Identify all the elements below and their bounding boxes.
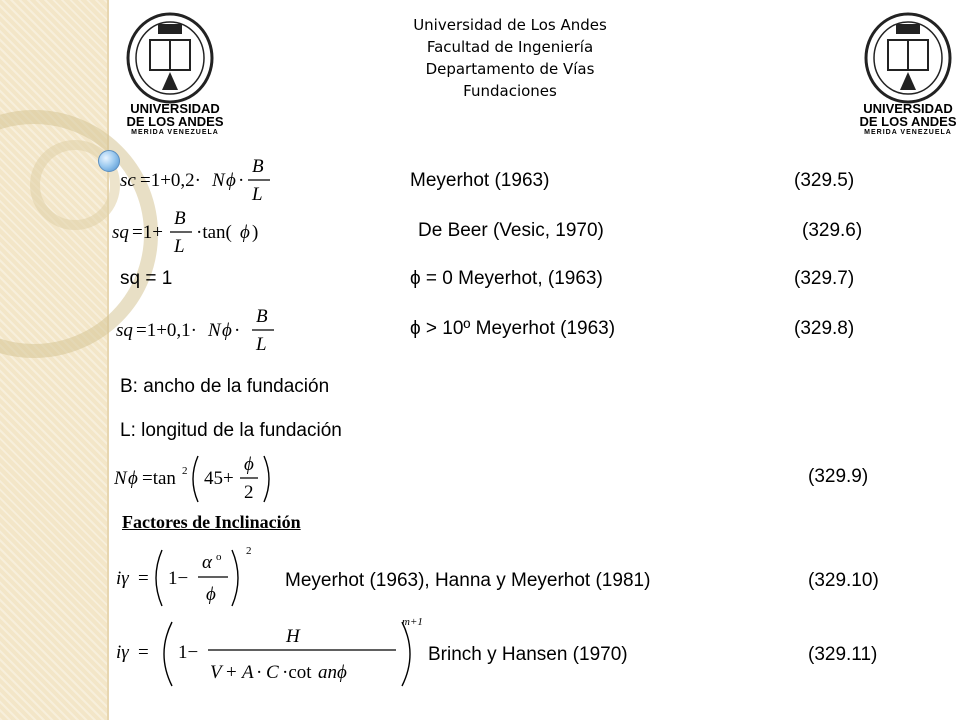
svg-text:=1+: =1+ (132, 222, 163, 243)
svg-text:H: H (286, 626, 300, 647)
logo-location: MERIDA VENEZUELA (131, 129, 219, 136)
svg-text:=1+0,1·: =1+0,1· (136, 320, 198, 341)
eq-number-329-6: (329.6) (802, 220, 863, 241)
logo-name-line2: DE LOS ANDES (126, 114, 224, 129)
decorative-side-band (0, 0, 107, 720)
formula-igamma-alpha (116, 544, 276, 610)
svg-text:·cot: ·cot (282, 662, 312, 683)
svg-text:L: L (256, 334, 267, 355)
header-subject: Fundaciones (463, 82, 557, 100)
header-faculty: Facultad de Ingeniería (426, 38, 594, 56)
svg-text:B: B (252, 156, 264, 177)
svg-text:2: 2 (182, 465, 188, 477)
svg-text:o: o (216, 551, 222, 563)
svg-text:C: C (266, 662, 279, 683)
svg-text:ϕ: ϕ (222, 320, 232, 341)
svg-text:iγ: iγ (116, 568, 129, 589)
eq-number-329-11: (329.11) (808, 644, 878, 665)
svg-text:anϕ: anϕ (318, 662, 347, 683)
svg-text:·tan(: ·tan( (196, 222, 232, 243)
svg-text:ϕ: ϕ (244, 454, 254, 475)
svg-text:ϕ: ϕ (240, 222, 250, 243)
svg-text:ϕ: ϕ (128, 468, 138, 489)
svg-text:+: + (226, 662, 237, 683)
condition-329-8: ϕ > 10º Meyerhot (1963) (410, 318, 616, 339)
logo-name-line2: DE LOS ANDES (859, 114, 957, 129)
eq-number-329-10: (329.10) (808, 570, 879, 591)
svg-text:α: α (202, 552, 212, 573)
svg-text:2: 2 (244, 482, 254, 503)
formula-sq-equals-1: sq = 1 (120, 268, 173, 289)
formula-sc (120, 152, 300, 208)
definition-b: B: ancho de la fundación (120, 376, 330, 397)
svg-text:B: B (256, 306, 268, 327)
svg-text:V: V (210, 662, 222, 683)
formula-sq-nphi (116, 302, 296, 358)
svg-text:A: A (242, 662, 254, 683)
svg-text:sq: sq (116, 320, 133, 341)
svg-text:·: · (238, 170, 245, 191)
condition-329-7: ϕ = 0 Meyerhot, (1963) (410, 268, 603, 289)
eq-number-329-7: (329.7) (794, 268, 855, 289)
logo-name-line1: UNIVERSIDAD (130, 101, 220, 116)
author-329-5: Meyerhot (1963) (410, 170, 550, 191)
bullet-dot (98, 150, 120, 172)
formula-sq-tan (112, 204, 292, 260)
svg-text:=tan: =tan (142, 468, 176, 489)
university-logo-left (120, 10, 230, 136)
logo-name-line1: UNIVERSIDAD (863, 101, 953, 116)
svg-text:=1+0,2·: =1+0,2· (140, 170, 202, 191)
formula-igamma-brinch (116, 616, 426, 690)
page-header (370, 14, 650, 102)
eq-number-329-5: (329.5) (794, 170, 855, 191)
svg-text:=: = (138, 568, 149, 589)
svg-text:1−: 1− (178, 642, 199, 663)
header-department: Departamento de Vías (425, 60, 595, 78)
svg-text:N: N (114, 468, 127, 489)
svg-text:B: B (174, 208, 186, 229)
svg-text:ϕ: ϕ (226, 170, 236, 191)
svg-text:·: · (234, 320, 241, 341)
author-329-6: De Beer (Vesic, 1970) (418, 220, 604, 241)
svg-text:sc: sc (120, 170, 136, 191)
eq-number-329-9: (329.9) (808, 466, 869, 487)
svg-text:): ) (252, 222, 259, 243)
header-university: Universidad de Los Andes (413, 16, 607, 34)
svg-text:N: N (208, 320, 221, 341)
svg-text:2: 2 (246, 545, 252, 557)
exponent-m-plus-1: m+1 (402, 616, 423, 628)
section-title-inclination: Factores de Inclinación (122, 512, 301, 532)
svg-text:sq: sq (112, 222, 129, 243)
definition-l: L: longitud de la fundación (120, 420, 342, 441)
author-329-10: Meyerhot (1963), Hanna y Meyerhot (1981) (285, 570, 651, 591)
svg-text:L: L (174, 236, 185, 257)
decorative-divider (107, 0, 109, 720)
svg-text:45+: 45+ (204, 468, 234, 489)
university-logo-right (858, 10, 960, 136)
svg-text:iγ: iγ (116, 642, 129, 663)
svg-text:=: = (138, 642, 149, 663)
logo-location: MERIDA VENEZUELA (864, 129, 952, 136)
svg-text:L: L (252, 184, 263, 205)
svg-text:·: · (256, 662, 263, 683)
svg-text:ϕ: ϕ (206, 584, 216, 605)
formula-nphi (114, 450, 294, 508)
eq-number-329-8: (329.8) (794, 318, 855, 339)
svg-text:N: N (212, 170, 225, 191)
author-329-11: Brinch y Hansen (1970) (428, 644, 628, 665)
svg-text:1−: 1− (168, 568, 189, 589)
